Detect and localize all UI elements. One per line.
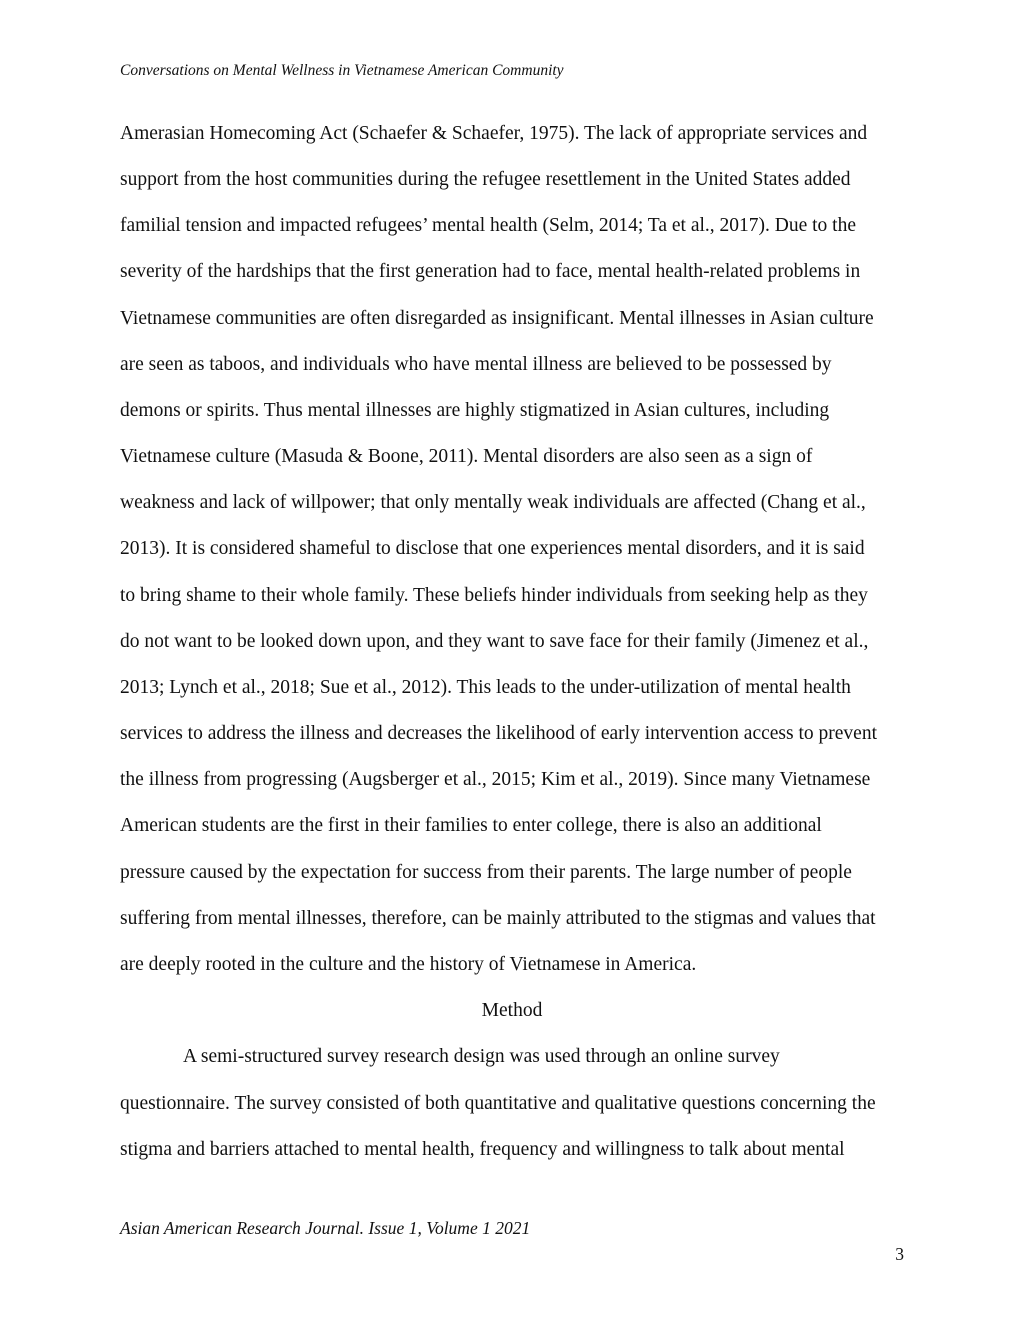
body-line: support from the host communities during the refugee resettlement in the United States added	[120, 169, 851, 190]
body-line: Vietnamese communities are often disregarded as insignificant. Mental illnesses in Asian culture	[120, 308, 874, 329]
body-line: are seen as taboos, and individuals who have mental illness are believed to be possessed by	[120, 354, 832, 375]
method-line: questionnaire. The survey consisted of both quantitative and qualitative questions concerning the	[120, 1093, 876, 1114]
section-heading: Method	[481, 1000, 543, 1021]
body-line: familial tension and impacted refugees’ mental health (Selm, 2014; Ta et al., 2017). Due to the	[120, 215, 856, 236]
body-line: pressure caused by the expectation for success from their parents. The large number of people	[120, 862, 852, 883]
body-line: Vietnamese culture (Masuda & Boone, 2011). Mental disorders are also seen as a sign of	[120, 446, 813, 467]
body-line: are deeply rooted in the culture and the history of Vietnamese in America.	[120, 954, 697, 975]
body-line: 2013). It is considered shameful to disclose that one experiences mental disorders, and it is said	[120, 538, 865, 559]
body-line: to bring shame to their whole family. These beliefs hinder individuals from seeking help as they	[120, 585, 868, 606]
body-line: American students are the first in their families to enter college, there is also an additional	[120, 815, 822, 836]
body-line: services to address the illness and decreases the likelihood of early intervention access to prevent	[120, 723, 877, 744]
body-line: Amerasian Homecoming Act (Schaefer & Schaefer, 1975). The lack of appropriate services and	[120, 123, 868, 144]
page-number: 3	[895, 1244, 904, 1264]
body-line: severity of the hardships that the first generation had to face, mental health-related problems in	[120, 261, 861, 282]
footer-journal-citation: Asian American Research Journal. Issue 1, Volume 1 2021	[120, 1218, 531, 1238]
body-line: weakness and lack of willpower; that only mentally weak individuals are affected (Chang et al.,	[120, 492, 866, 513]
method-line: A semi-structured survey research design was used through an online survey	[183, 1046, 780, 1067]
body-line: do not want to be looked down upon, and they want to save face for their family (Jimenez et al.,	[120, 631, 869, 652]
body-line: the illness from progressing (Augsberger et al., 2015; Kim et al., 2019). Since many Vietnamese	[120, 769, 871, 790]
method-line: stigma and barriers attached to mental health, frequency and willingness to talk about mental	[120, 1139, 845, 1160]
body-line: suffering from mental illnesses, therefore, can be mainly attributed to the stigmas and values that	[120, 908, 876, 929]
body-line: 2013; Lynch et al., 2018; Sue et al., 2012). This leads to the under-utilization of mental health	[120, 677, 851, 698]
running-head: Conversations on Mental Wellness in Vietnamese American Community	[120, 62, 564, 79]
body-line: demons or spirits. Thus mental illnesses are highly stigmatized in Asian cultures, including	[120, 400, 830, 421]
